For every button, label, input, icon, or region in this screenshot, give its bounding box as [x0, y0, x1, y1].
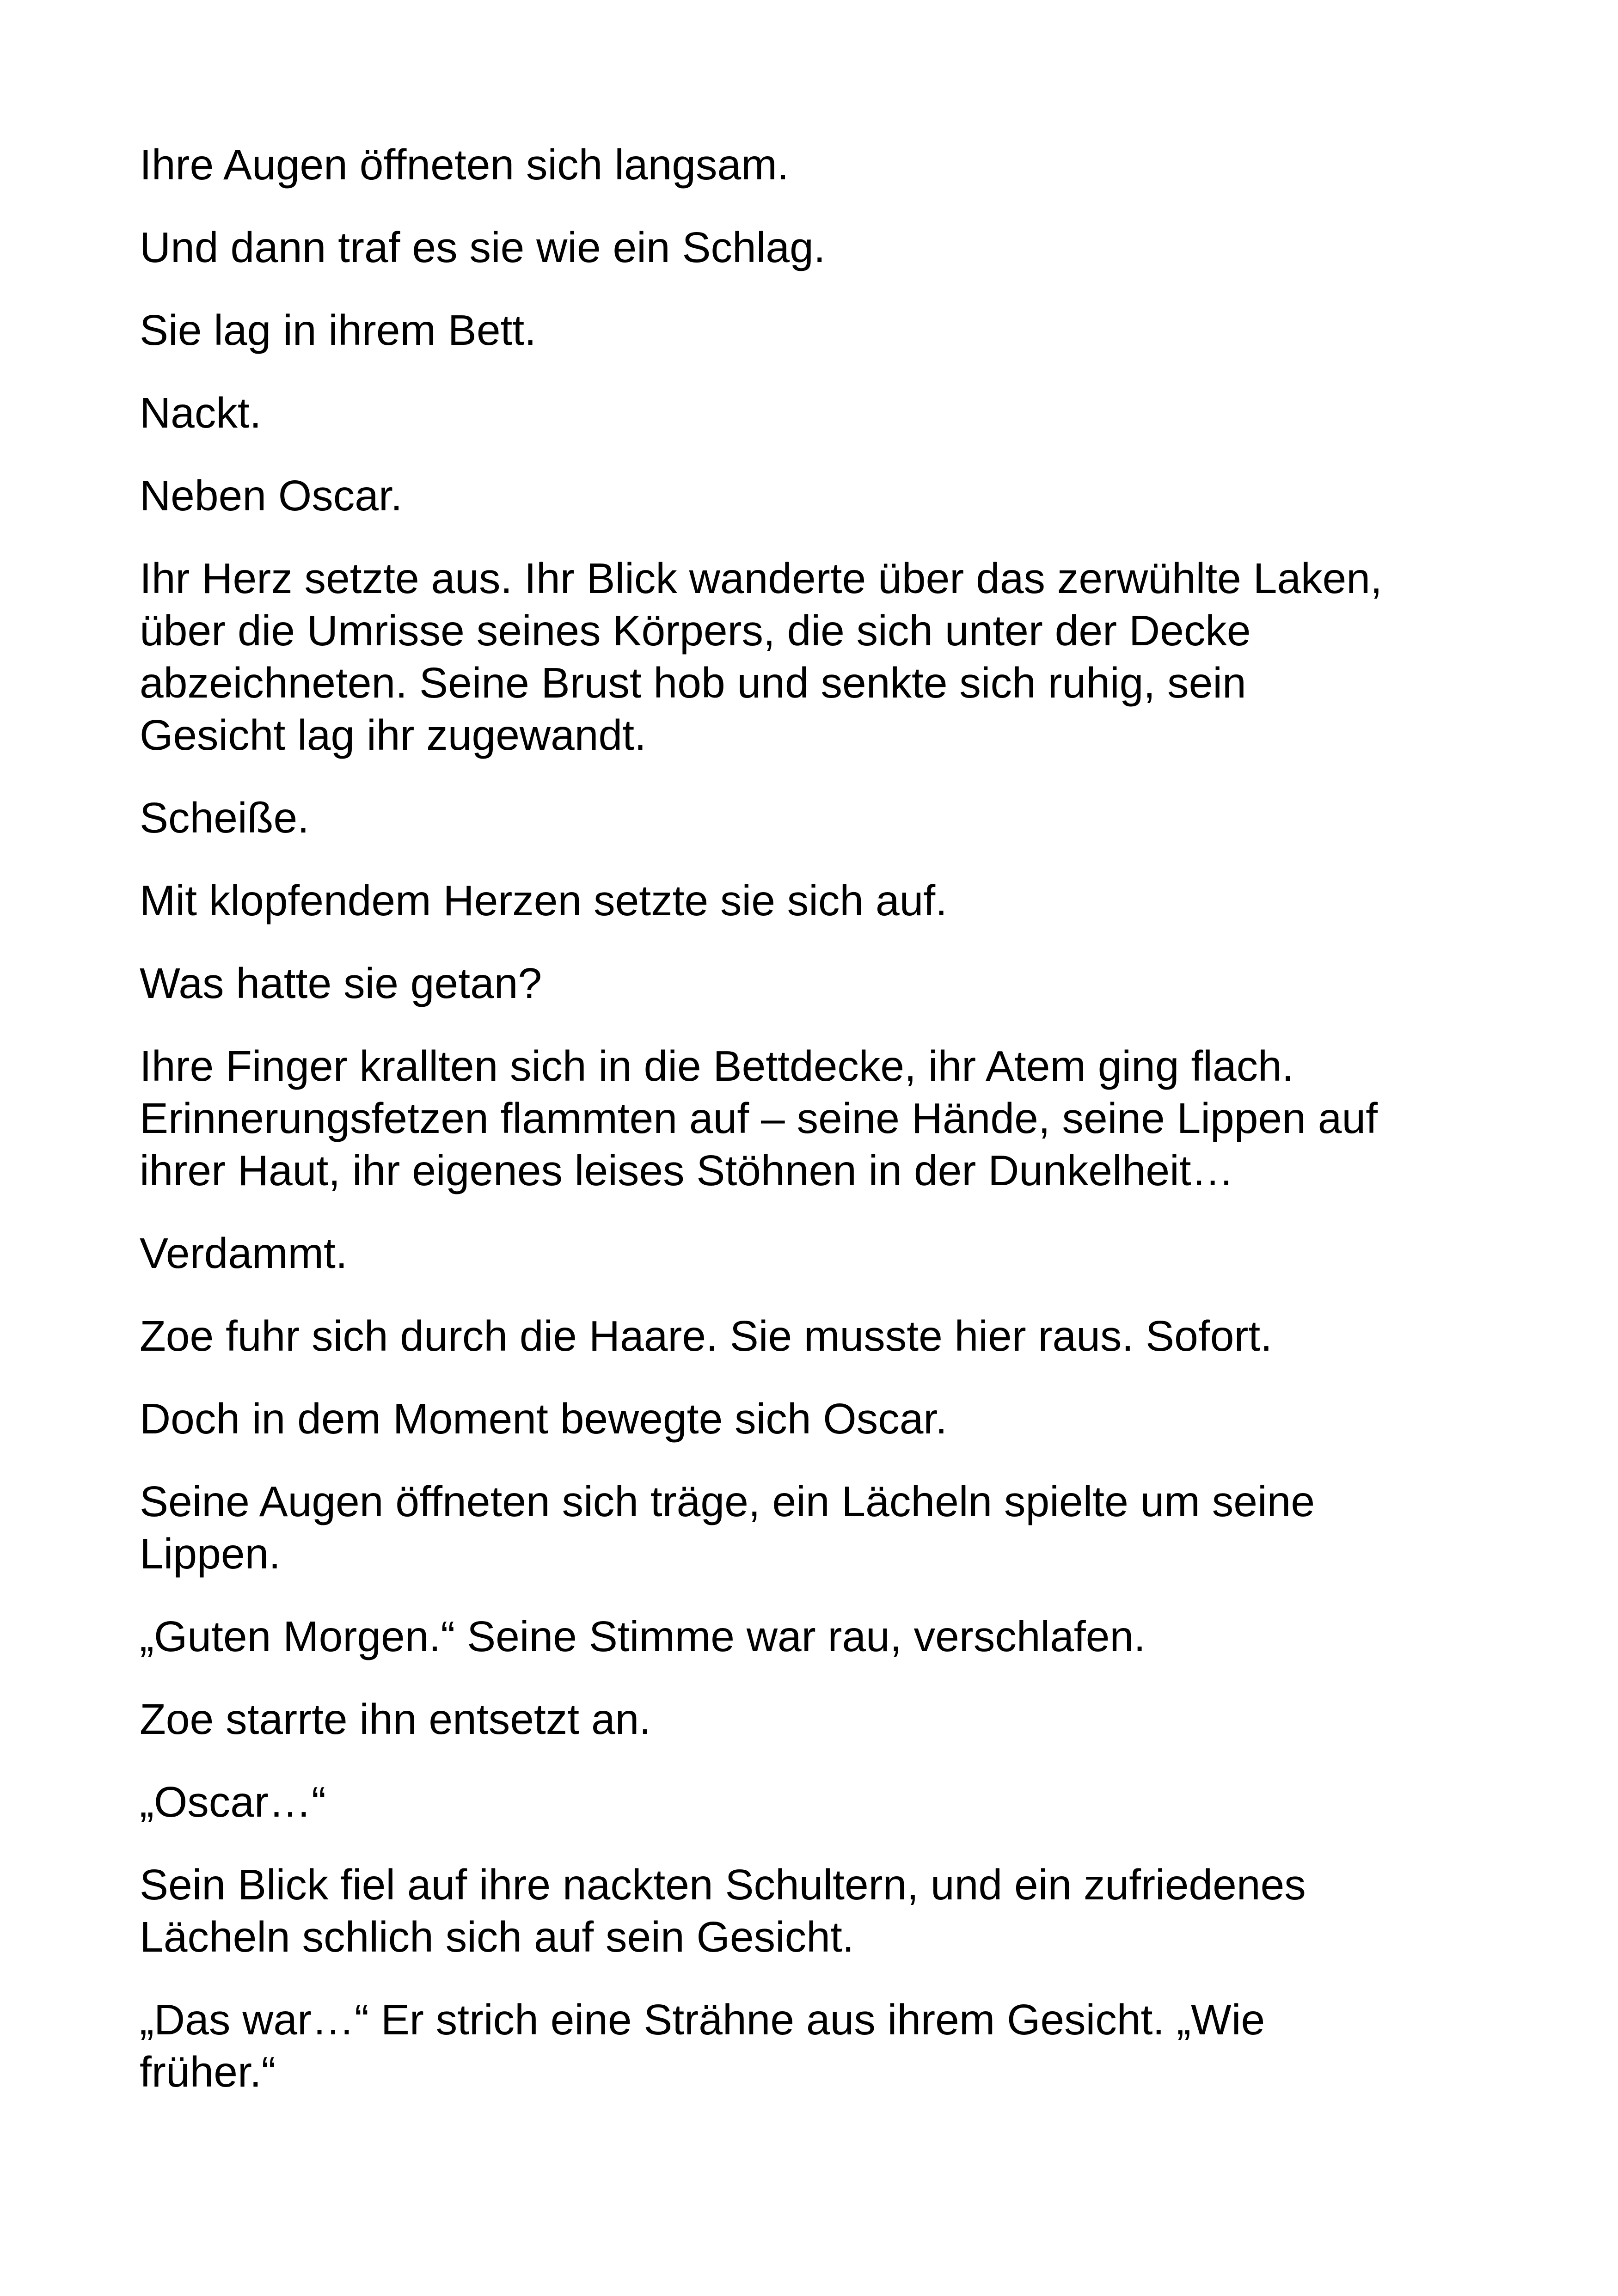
paragraph: Ihre Augen öffneten sich langsam. [140, 141, 789, 189]
paragraph: Doch in dem Moment bewegte sich Oscar. [140, 1395, 948, 1443]
paragraph: „Oscar…“ [140, 1778, 326, 1826]
paragraph: Mit klopfendem Herzen setzte sie sich auf. [140, 876, 948, 925]
paragraph: Ihr Herz setzte aus. Ihr Blick wanderte über das zerwühlte Laken, über die Umrisse seines Körpers, die sich unter der Decke abzeichneten. Seine Brust hob und senkte sich ruhig, sein Gesicht lag ihr zugewandt. [140, 554, 1382, 759]
paragraph: Ihre Finger krallten sich in die Bettdecke, ihr Atem ging flach. Erinnerungsfetzen flammten auf – seine Hände, seine Lippen auf ihrer Haut, ihr eigenes leises Stöhnen in der Dunkelheit… [140, 1042, 1378, 1194]
paragraph: Zoe starrte ihn entsetzt an. [140, 1695, 651, 1743]
paragraph: Sie lag in ihrem Bett. [140, 306, 537, 354]
paragraph: „Das war…“ Er strich eine Strähne aus ihrem Gesicht. „Wie früher.“ [140, 1996, 1265, 2096]
paragraph: Und dann traf es sie wie ein Schlag. [140, 223, 826, 271]
paragraph: Was hatte sie getan? [140, 959, 542, 1007]
paragraph: Scheiße. [140, 794, 310, 842]
paragraph: „Guten Morgen.“ Seine Stimme war rau, verschlafen. [140, 1612, 1146, 1660]
paragraph: Zoe fuhr sich durch die Haare. Sie musste hier raus. Sofort. [140, 1312, 1273, 1360]
document-body [140, 139, 1503, 2129]
paragraph: Verdammt. [140, 1229, 348, 1277]
paragraph: Sein Blick fiel auf ihre nackten Schultern, und ein zufriedenes Lächeln schlich sich auf sein Gesicht. [140, 1861, 1306, 1961]
paragraph: Nackt. [140, 389, 262, 437]
paragraph: Seine Augen öffneten sich träge, ein Lächeln spielte um seine Lippen. [140, 1477, 1315, 1578]
paragraph: Neben Oscar. [140, 471, 403, 520]
